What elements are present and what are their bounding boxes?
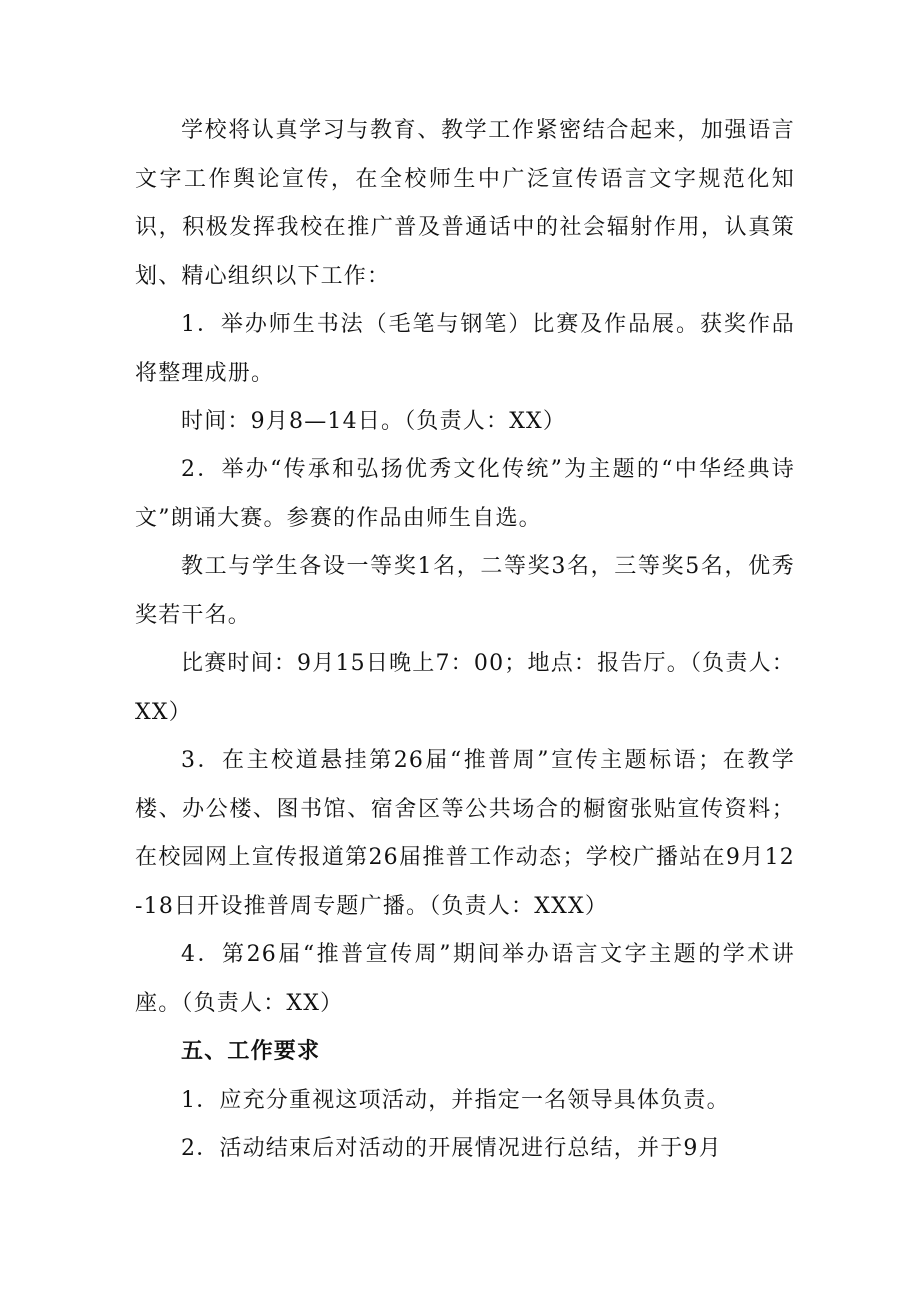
requirement-1-paragraph: 1．应充分重视这项活动，并指定一名领导具体负责。 — [181, 1088, 730, 1113]
item-2-awards-paragraph: 教工与学生各设一等奖1名，二等奖3名，三等奖5名，优秀奖若干名。 — [135, 554, 795, 628]
section-heading: 五、工作要求 — [181, 1039, 321, 1064]
item-2-paragraph: 2．举办“传承和弘扬优秀文化传统”为主题的“中华经典诗文”朗诵大赛。参赛的作品由师生自选。 — [135, 457, 795, 531]
item-2-time-paragraph: 比赛时间：9月15日晚上7：00；地点：报告厅。（负责人：XX） — [135, 651, 795, 725]
item-3-paragraph: 3．在主校道悬挂第26届“推普周”宣传主题标语；在教学楼、办公楼、图书馆、宿舍区等公共场合的橱窗张贴宣传资料；在校园网上宣传报道第26届推普工作动态；学校广播站在9月12-18日开设推普周专题广播。（负责人：XXX） — [135, 748, 795, 919]
requirement-2-paragraph: 2．活动结束后对活动的开展情况进行总结，并于9月 — [181, 1136, 722, 1161]
item-4-paragraph: 4．第26届“推普宣传周”期间举办语言文字主题的学术讲座。（负责人：XX） — [135, 942, 795, 1016]
item-1-time-paragraph: 时间：9月8—14日。（负责人：XX） — [181, 409, 567, 434]
item-1-paragraph: 1．举办师生书法（毛笔与钢笔）比赛及作品展。获奖作品将整理成册。 — [135, 312, 795, 386]
intro-paragraph: 学校将认真学习与教育、教学工作紧密结合起来，加强语言文字工作舆论宣传，在全校师生中广泛宣传语言文字规范化知识，积极发挥我校在推广普及普通话中的社会辐射作用，认真策划、精心组织以下工作： — [135, 118, 795, 289]
